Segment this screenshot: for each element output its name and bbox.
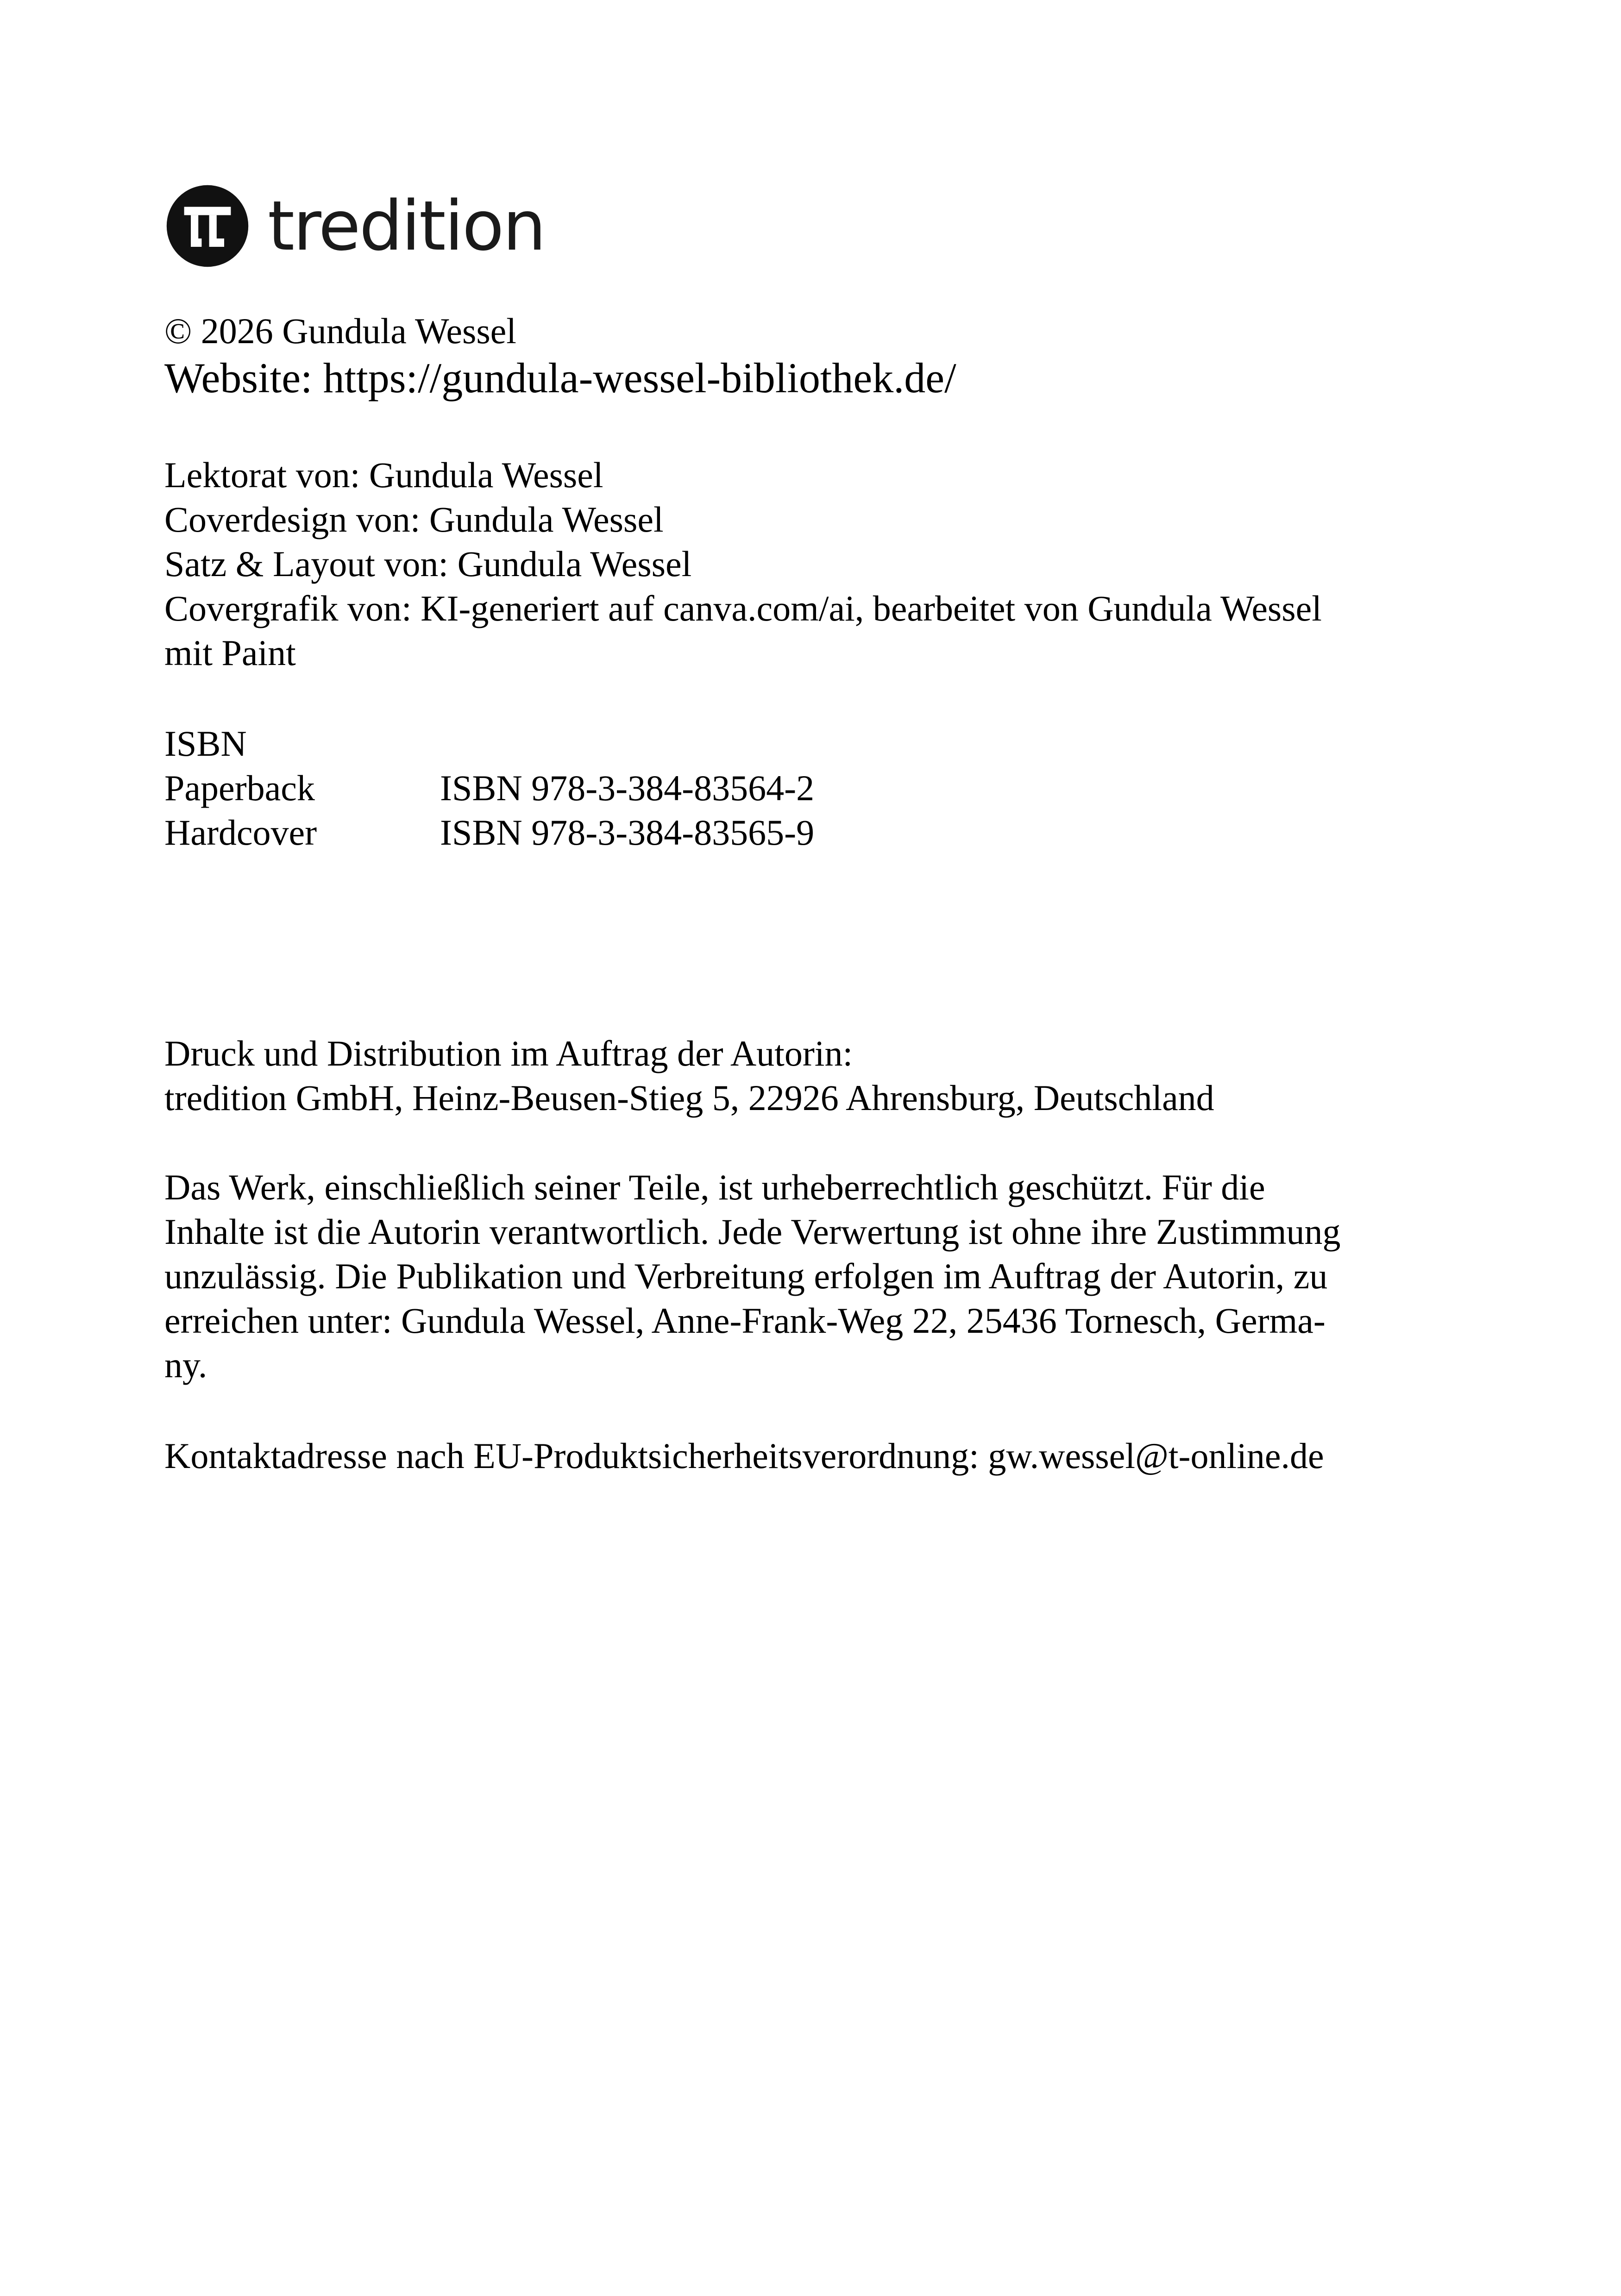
legal-line: unzulässig. Die Publikation und Verbreitung erfolgen im Auftrag der Autorin, zu: [164, 1256, 1328, 1296]
credit-line-covergrafik: Covergrafik von: KI-generiert auf canva.com/ai, bearbeitet von Gundula Wessel: [164, 588, 1322, 628]
distribution-address: tredition GmbH, Heinz-Beusen-Stieg 5, 22926 Ahrensburg, Deutschland: [164, 1078, 1214, 1118]
isbn-row-paperback: [164, 766, 814, 810]
legal-line: Inhalte ist die Autorin verantwortlich. Jede Verwertung ist ohne ihre Zustimmung: [164, 1211, 1341, 1252]
isbn-row-hardcover: [164, 810, 814, 855]
legal-notice-block: [164, 1165, 1341, 1387]
contact-line: Kontaktadresse nach EU-Produktsicherheitsverordnung: gw.wessel@t-online.de: [164, 1436, 1324, 1476]
copyright-block: [164, 309, 956, 402]
isbn-label: Paperback: [164, 768, 315, 808]
isbn-value: ISBN 978-3-384-83565-9: [440, 812, 815, 853]
isbn-value: ISBN 978-3-384-83564-2: [440, 768, 815, 808]
isbn-label: Hardcover: [164, 812, 317, 853]
distribution-line: Druck und Distribution im Auftrag der Autorin:: [164, 1033, 853, 1073]
credit-line-satz: Satz & Layout von: Gundula Wessel: [164, 544, 692, 584]
legal-line: ny.: [164, 1345, 207, 1385]
isbn-block: [164, 721, 814, 855]
distribution-block: [164, 1031, 1214, 1120]
contact-block: [164, 1434, 1324, 1478]
publisher-logo: [166, 184, 545, 268]
credit-line-covergrafik-cont: mit Paint: [164, 633, 296, 673]
credit-line-lektorat: Lektorat von: Gundula Wessel: [164, 455, 603, 495]
isbn-heading: ISBN: [164, 723, 247, 764]
copyright-line: © 2026 Gundula Wessel: [164, 311, 516, 351]
legal-line: Das Werk, einschließlich seiner Teile, ist urheberrechtlich geschützt. Für die: [164, 1167, 1265, 1207]
legal-line: erreichen unter: Gundula Wessel, Anne-Frank-Weg 22, 25436 Tornesch, Germa-: [164, 1300, 1326, 1341]
website-line: Website: https://gundula-wessel-bibliothek.de/: [164, 354, 956, 401]
publisher-name: tredition: [268, 186, 545, 266]
credit-line-coverdesign: Coverdesign von: Gundula Wessel: [164, 499, 664, 539]
tredition-t-icon: [166, 184, 249, 268]
credits-block: [164, 453, 1322, 675]
